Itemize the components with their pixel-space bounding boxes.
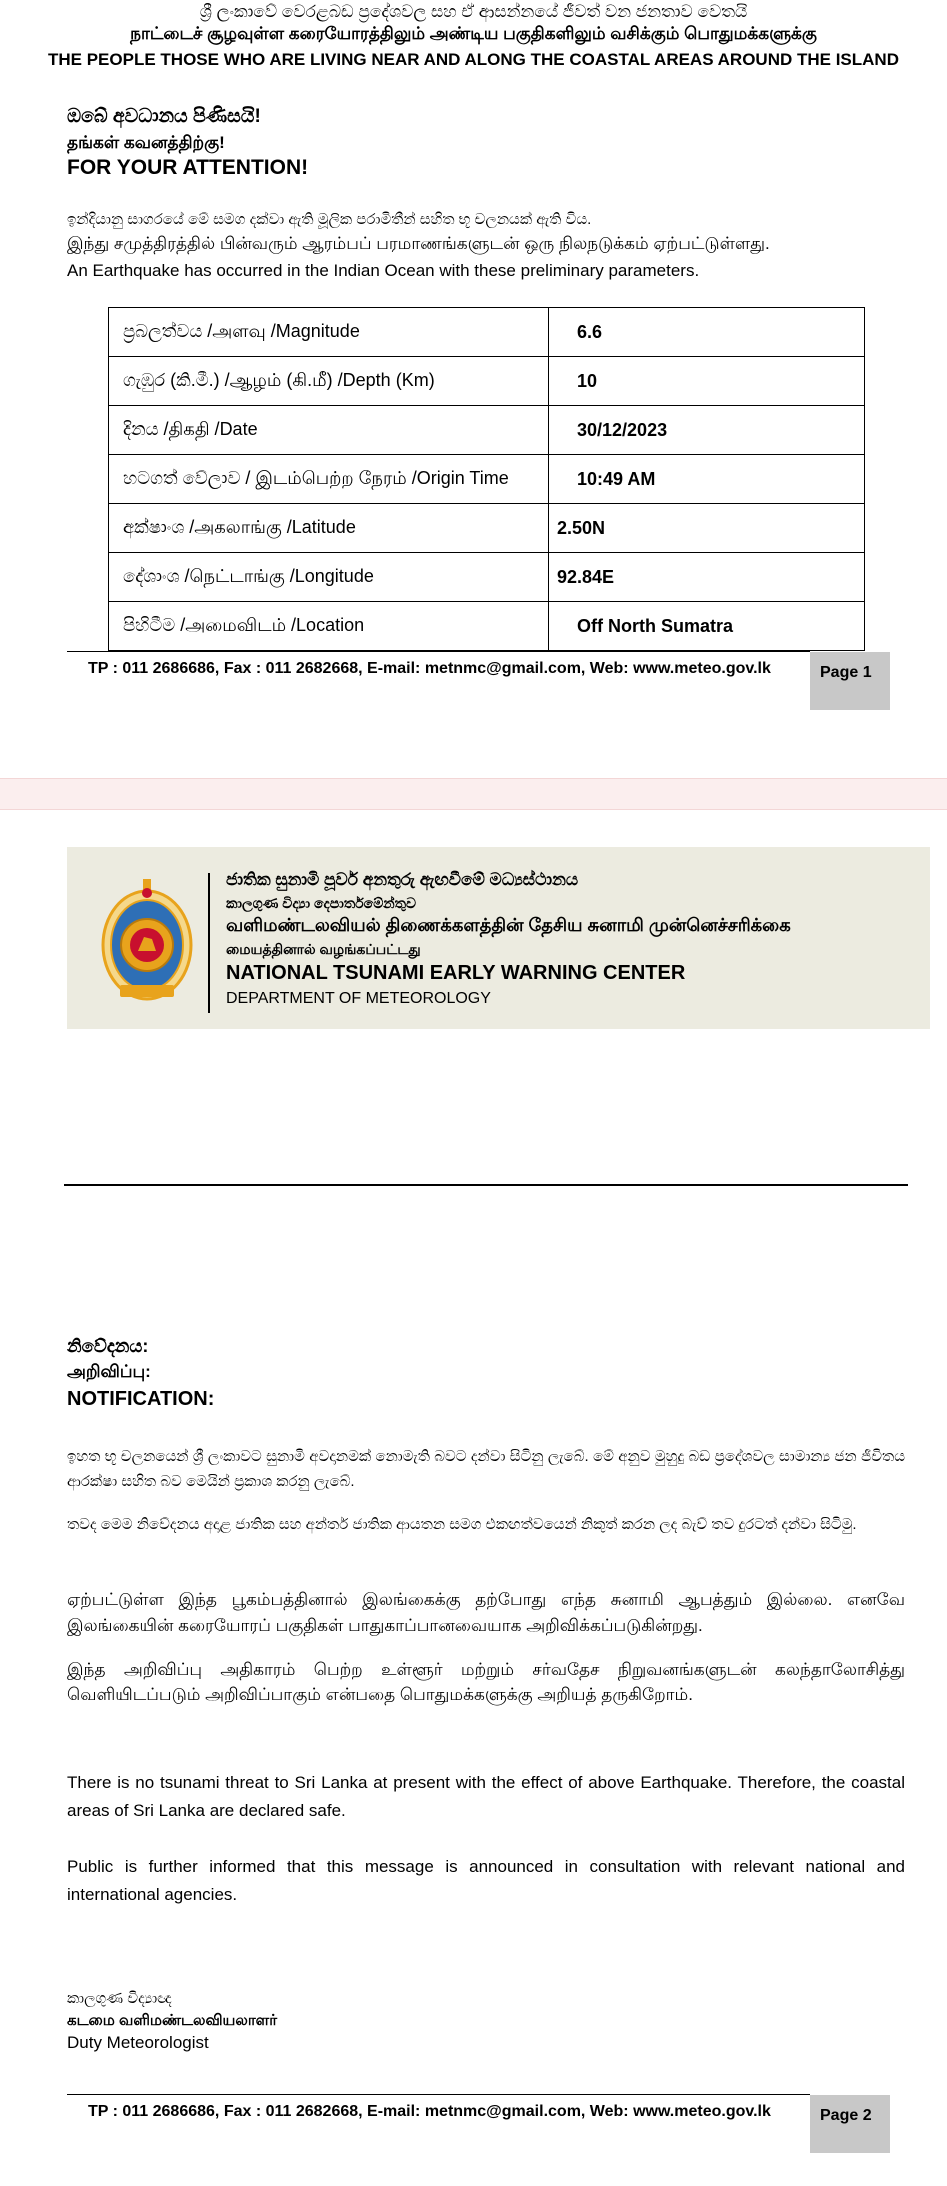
letterhead-sinhala-department: කාලගුණ විද්‍යා දෙපාර්තමේන්තුව: [226, 895, 417, 911]
signature-sinhala: කාලගුණ විද්‍යාඥ: [67, 1990, 172, 2007]
paragraph-tamil-2: இந்த அறிவிப்பு அதிகாரம் பெற்ற உள்ளூர் மற்றும் சர்வதேச நிறுவனங்களுடன் கலந்தாலோசித்து வெளியிடப்படும் அறிவிப்பாகும் என்பதை பொதுமக்களுக்கு அறியத் தருகிறோம்.: [67, 1660, 905, 1704]
paragraph-sinhala-2: තවද මෙම නිවේදනය අදාළ ජාතික සහ අන්තර් ජාතික ආයතන සමග එකඟත්වයෙන් නිකුත් කරන ලද බැව් තව දුරටත් දන්වා සිටිමු.: [67, 1516, 857, 1533]
footer-rule: [67, 651, 810, 652]
page-number-badge: Page 2: [810, 2095, 890, 2153]
param-value: 30/12/2023: [549, 406, 865, 455]
earthquake-parameters-table: [108, 307, 865, 651]
attention-sinhala: ඔබේ අවධානය පිණිසයි!: [67, 106, 261, 127]
table-row: [109, 455, 865, 504]
sri-lanka-emblem-icon: [100, 873, 195, 1003]
footer-rule: [67, 2094, 810, 2095]
param-label: දේශාංශ /நெட்டாங்கு /Longitude: [109, 553, 549, 602]
paragraph-english-1: There is no tsunami threat to Sri Lanka at present with the effect of above Earthquake. Therefore, the coastal areas of Sri Lanka are declared safe.: [67, 1773, 905, 1820]
page-separator: [0, 778, 947, 810]
param-value: 92.84E: [549, 553, 865, 602]
table-row: [109, 406, 865, 455]
attention-english: FOR YOUR ATTENTION!: [67, 156, 309, 179]
paragraph-sinhala-1: ඉහත භූ චලනයෙන් ශ්‍රී ලංකාවට සුනාමි අවදානමක් නොමැති බවට දන්වා සිටිනු ලැබේ. මේ අනුව මුහුදු බඩ ප්‍රදේශවල සාමාන්‍ය ජන ජීවිතය ආරක්ෂා සහිත බව මෙයින් ප්‍රකාශ කරනු ලැබේ.: [67, 1448, 905, 1490]
header-sinhala: ශ්‍රී ලංකාවේ වෙරළබඩ ප්‍රදේශවල සහ ඒ ආසන්නයේ ජීවත් වන ජනතාව වෙතයි: [199, 2, 748, 21]
table-row: [109, 602, 865, 651]
letterhead-english-department: DEPARTMENT OF METEOROLOGY: [226, 990, 491, 1007]
param-label: දිනය /திகதி /Date: [109, 406, 549, 455]
letterhead-divider: [208, 873, 210, 1013]
table-row: [109, 308, 865, 357]
param-label: අක්ෂාංශ /அகலாங்கு /Latitude: [109, 504, 549, 553]
param-value: 2.50N: [549, 504, 865, 553]
paragraph-english-2: Public is further informed that this message is announced in consultation with relevant national and international agencies.: [67, 1857, 905, 1904]
page-number-badge: Page 1: [810, 652, 890, 710]
attention-tamil: தங்கள் கவனத்திற்கு!: [67, 133, 225, 152]
section-divider: [64, 1184, 908, 1186]
param-label: හටගත් වේලාව / இடம்பெற்ற நேரம் /Origin Time: [109, 455, 549, 504]
header-english: THE PEOPLE THOSE WHO ARE LIVING NEAR AND ALONG THE COASTAL AREAS AROUND THE ISLAND: [48, 50, 899, 69]
footer-contact: TP : 011 2686686, Fax : 011 2682668, E-mail: metnmc@gmail.com, Web: www.meteo.gov.lk: [88, 2103, 771, 2120]
letterhead-english-title: NATIONAL TSUNAMI EARLY WARNING CENTER: [226, 962, 686, 984]
notification-sinhala: නිවේදනය:: [67, 1336, 149, 1356]
intro-english: An Earthquake has occurred in the Indian Ocean with these preliminary parameters.: [67, 261, 700, 280]
paragraph-tamil-1: ஏற்பட்டுள்ள இந்த பூகம்பத்தினால் இலங்கைக்கு தற்போது எந்த சுனாமி ஆபத்தும் இல்லை. எனவே இலங்கையின் கரையோரப் பகுதிகள் பாதுகாப்பானவையாக அறிவிக்கப்படுகின்றது.: [67, 1590, 905, 1635]
letterhead-sinhala-title: ජාතික සුනාමි පූර්ව අනතුරු ඇඟවීමේ මධ්‍යස්ථානය: [226, 870, 579, 889]
footer-contact: TP : 011 2686686, Fax : 011 2682668, E-mail: metnmc@gmail.com, Web: www.meteo.gov.lk: [88, 660, 771, 677]
param-label: ප්‍රබලත්වය /அளவு /Magnitude: [109, 308, 549, 357]
table-row: [109, 357, 865, 406]
header-tamil: நாட்டைச் சூழவுள்ள கரையோரத்திலும் அண்டிய பகுதிகளிலும் வசிக்கும் பொதுமக்களுக்கு: [130, 24, 817, 43]
param-label: පිහිටීම /அமைவிடம் /Location: [109, 602, 549, 651]
table-row: [109, 553, 865, 602]
param-value: 6.6: [549, 308, 865, 357]
table-row: [109, 504, 865, 553]
notification-english: NOTIFICATION:: [67, 1388, 215, 1410]
param-value: 10:49 AM: [549, 455, 865, 504]
signature-tamil: கடமை வளிமண்டலவியலாளர்: [67, 2012, 278, 2029]
param-label: ගැඹුර (කි.මී.) /ஆழம் (கி.மீ) /Depth (Km): [109, 357, 549, 406]
intro-tamil: இந்து சமுத்திரத்தில் பின்வரும் ஆரம்பப் பரமாணங்களுடன் ஒரு நிலநடுக்கம் ஏற்பட்டுள்ளது.: [67, 234, 770, 253]
letterhead-tamil-title: வளிமண்டலவியல் திணைக்களத்தின் தேசிய சுனாமி முன்னெச்சரிக்கை: [226, 915, 791, 935]
intro-sinhala: ඉන්දියානු සාගරයේ මේ සමග දක්වා ඇති මූලික පරාමිතීන් සහිත භූ චලනයක් ඇති විය.: [67, 211, 592, 228]
signature-english: Duty Meteorologist: [67, 2033, 209, 2052]
param-value: 10: [549, 357, 865, 406]
notification-tamil: அறிவிப்பு:: [67, 1362, 151, 1381]
letterhead-tamil-subtitle: மையத்தினால் வழங்கப்பட்டது: [226, 941, 421, 957]
param-value: Off North Sumatra: [549, 602, 865, 651]
